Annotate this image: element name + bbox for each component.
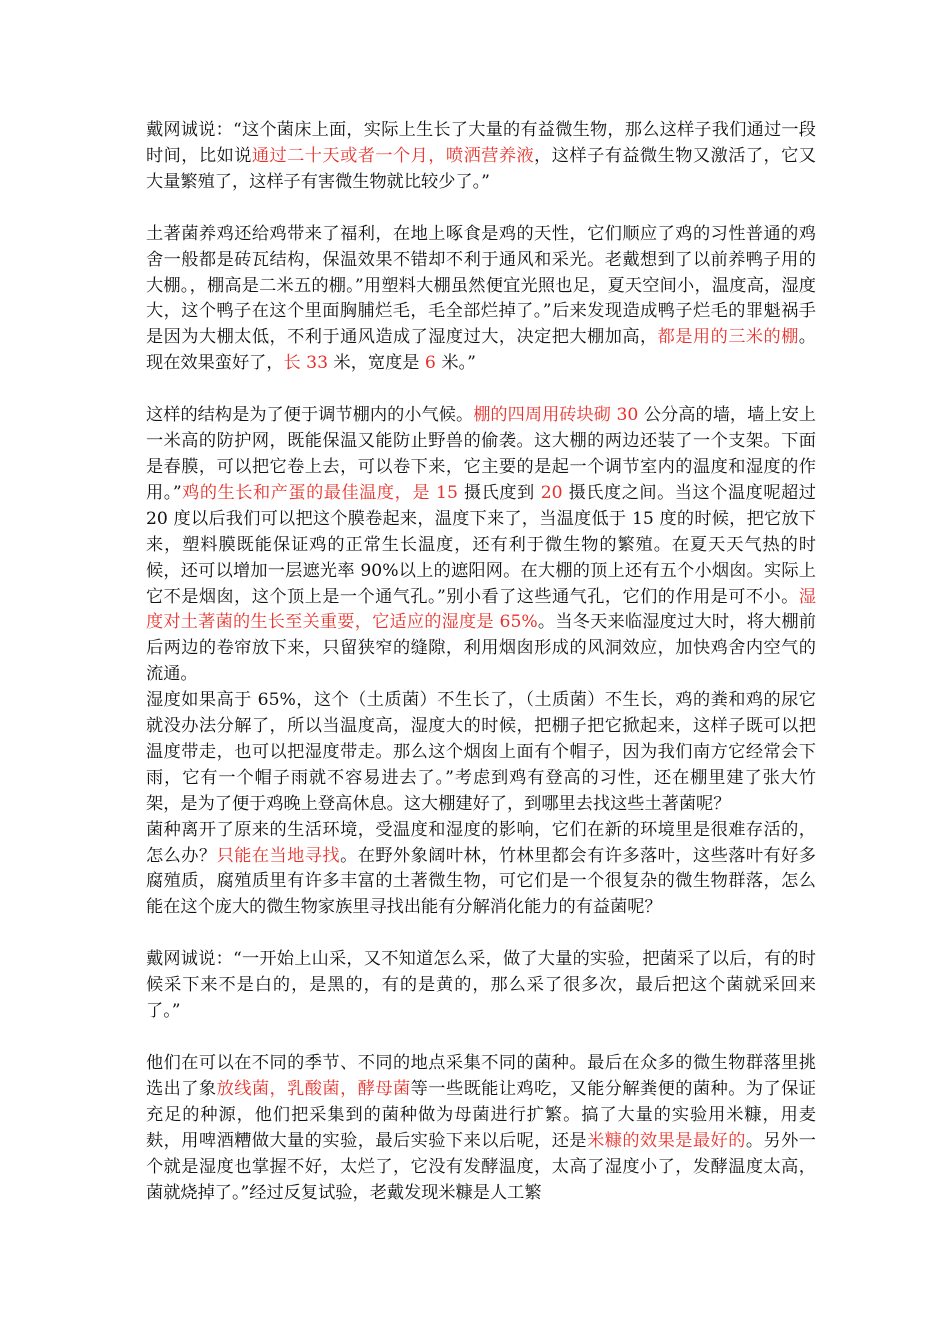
paragraph-gap — [146, 1025, 816, 1051]
paragraph-3 — [146, 403, 816, 688]
highlighted-text: 放线菌，乳酸菌，酵母菌 — [216, 1078, 411, 1099]
text-segment: 公分高的墙，墙上安上一米高的防护网，既能保温又能防止野兽的偷袭。这大棚的两边还装了一个支架。下面是春膜，可以把它卷上去，可以卷下来，它主要的是起一个调节室内的温度和湿度的作用。” — [146, 405, 816, 503]
paragraph-1 — [146, 118, 816, 196]
text-segment: 。当冬天来临湿度过大时，将大棚前后两边的卷帘放下来，只留狭窄的缝隙，利用烟囱形成的风洞效应，加快鸡舍内空气的流通。 — [146, 612, 816, 685]
text-segment: 摄氏度之间。当这个温度呢超过 20 度以后我们可以把这个膜卷起来，温度下来了，当温度低于 15 度的时候，把它放下来，塑料膜既能保证鸡的正常生长温度，还有利于微生物的繁殖。在夏天天气热的时候，还可以增加一层遮光率 90%以上的遮阳网。在大棚的顶上还有五个小烟囱。实际上它不是烟囱，这个顶上是一个通气孔。”别小看了这些通气孔，它们的作用是可不小。 — [146, 482, 816, 607]
paragraph-gap — [146, 921, 816, 947]
highlighted-text: 鸡的生长和产蛋的最佳温度，是 15 — [181, 482, 458, 503]
paragraph-7 — [146, 1051, 816, 1206]
highlighted-text: 6 — [424, 353, 436, 374]
paragraph-2 — [146, 222, 816, 377]
text-segment: 菌种离开了原来的生活环境，受温度和湿度的影响，它们在新的环境里是很难存活的，怎么办？ — [146, 819, 816, 866]
highlighted-text: 通过二十天或者一个月，喷洒营养液 — [251, 145, 535, 166]
highlighted-text: 长 33 — [283, 353, 329, 374]
text-segment: ，这样子有益微生物又激活了，它又大量繁殖了，这样子有害微生物就比较少了。” — [146, 145, 816, 192]
highlighted-text: 湿度对土著菌的生长至关重要，它适应的湿度是 65% — [146, 586, 816, 633]
highlighted-text: 米糠的效果是最好的 — [587, 1130, 746, 1151]
text-segment: 这样的结构是为了便于调节棚内的小气候。 — [146, 405, 474, 426]
text-segment: 戴网诚说：“这个菌床上面，实际上生长了大量的有益微生物，那么这样子我们通过一段时间，比如说 — [146, 120, 816, 166]
paragraph-gap — [146, 196, 816, 222]
highlighted-text: 只能在当地寻找 — [216, 845, 341, 866]
text-segment: 。在野外象阔叶林，竹林里都会有许多落叶，这些落叶有好多腐殖质，腐殖质里有许多丰富的土著微生物，可它们是一个很复杂的微生物群落，怎么能在这个庞大的微生物家族里寻找出能有分解消化能力的有益菌呢？ — [146, 845, 816, 918]
text-segment: 米。” — [435, 353, 476, 374]
highlighted-text: 都是用的三米的棚 — [657, 327, 799, 348]
paragraph-6 — [146, 947, 816, 1025]
text-segment: 戴网诚说：“一开始上山采，又不知道怎么采，做了大量的实验，把菌采了以后，有的时候采下来不是白的，是黑的，有的是黄的，那么采了很多次，最后把这个菌就采回来了。” — [146, 949, 816, 1022]
text-segment: 米，宽度是 — [328, 353, 425, 374]
text-segment: 摄氏度到 — [457, 482, 541, 503]
highlighted-text: 棚的四周用砖块砌 30 — [473, 405, 639, 426]
text-segment: 土著菌养鸡还给鸡带来了福利，在地上啄食是鸡的天性，它们顺应了鸡的习性普通的鸡舍一般都是砖瓦结构，保温效果不错却不利于通风和采光。老戴想到了以前养鸭子用的大棚。，棚高是二米五的棚。”用塑料大棚虽然便宜光照也足，夏天空间小，温度高，湿度大，这个鸭子在这个里面胸脯烂毛，毛全部烂掉了。”后来发现造成鸭子烂毛的罪魁祸手是因为大棚太低，不利于通风造成了湿度过大，决定把大棚加高， — [146, 223, 816, 348]
paragraph-gap — [146, 377, 816, 403]
document-page — [146, 118, 816, 1206]
highlighted-text: 20 — [540, 482, 563, 503]
text-segment: 他们在可以在不同的季节、不同的地点采集不同的菌种。最后在众多的微生物群落里挑选出了象 — [146, 1053, 816, 1099]
paragraph-4 — [146, 688, 816, 818]
paragraph-5 — [146, 818, 816, 922]
text-segment: 湿度如果高于 65%，这个（土质菌）不生长了，（土质菌）不生长，鸡的粪和鸡的尿它就没办法分解了，所以当温度高，湿度大的时候，把棚子把它掀起来，这样子既可以把温度带走，也可以把湿度带走。那么这个烟囱上面有个帽子，因为我们南方它经常会下雨，它有一个帽子雨就不容易进去了。”考虑到鸡有登高的习性，还在棚里建了张大竹架，是为了便于鸡晚上登高休息。这大棚建好了，到哪里去找这些土著菌呢？ — [146, 690, 816, 814]
text-segment: 。现在效果蛮好了， — [146, 327, 816, 374]
text-segment: 等一些既能让鸡吃，又能分解粪便的菌种。为了保证充足的种源，他们把采集到的菌种做为母菌进行扩繁。搞了大量的实验用米糠，用麦麸，用啤酒糟做大量的实验，最后实验下来以后呢，还是 — [146, 1078, 816, 1151]
text-segment: 。另外一个就是湿度也掌握不好，太烂了，它没有发酵温度，太高了湿度小了，发酵温度太高，菌就烧掉了。”经过反复试验，老戴发现米糠是人工繁 — [146, 1130, 816, 1203]
